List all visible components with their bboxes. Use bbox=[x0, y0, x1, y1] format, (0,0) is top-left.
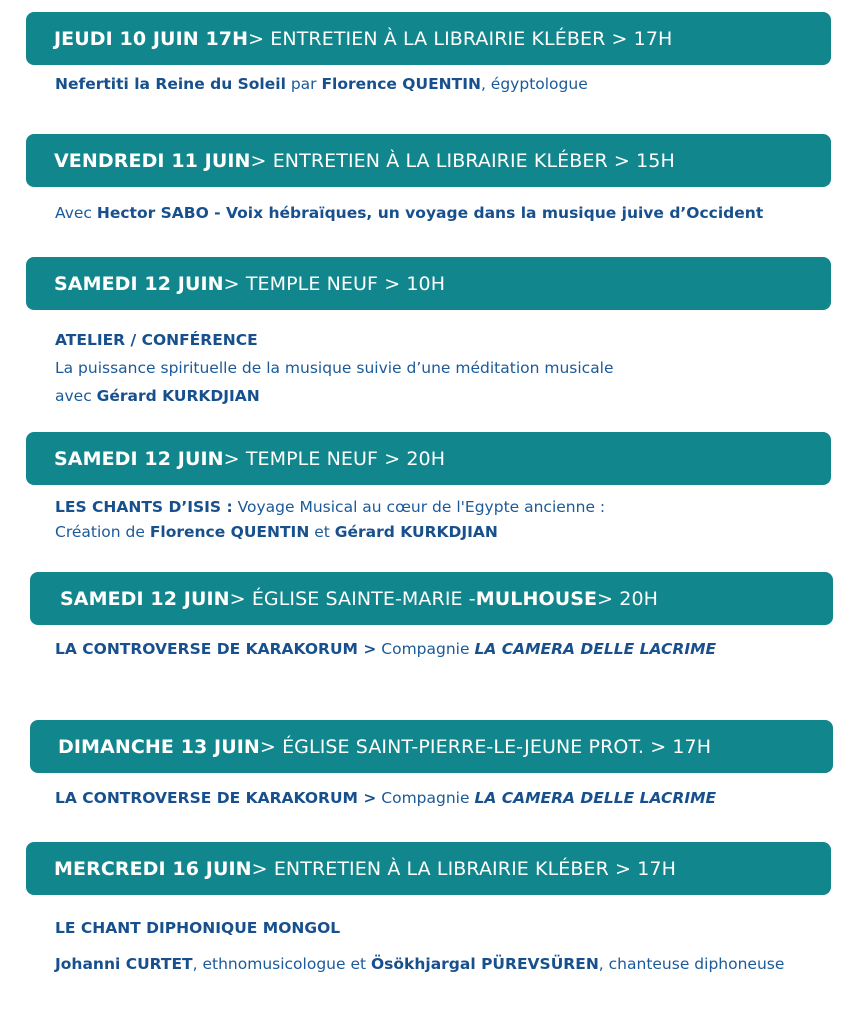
event-date: JEUDI 10 JUIN 17H bbox=[54, 27, 249, 50]
event-description-3 bbox=[55, 326, 614, 410]
artist-name: Florence QUENTIN bbox=[149, 523, 310, 541]
desc-text: par bbox=[285, 75, 322, 93]
ensemble-name: LA CAMERA DELLE LACRIME bbox=[474, 640, 717, 658]
event-venue: > ÉGLISE SAINT-PIERRE-LE-JEUNE PROT. > 17H bbox=[259, 735, 712, 758]
event-header-1 bbox=[26, 12, 831, 65]
event-time: > 20H bbox=[597, 587, 659, 610]
event-header-4 bbox=[26, 432, 831, 485]
desc-text: , égyptologue bbox=[480, 75, 588, 93]
event-title: LE CHANT DIPHONIQUE MONGOL bbox=[55, 919, 341, 937]
event-title: LES CHANTS D’ISIS : bbox=[55, 498, 233, 516]
event-venue: > ÉGLISE SAINTE-MARIE - bbox=[229, 587, 476, 610]
event-date: VENDREDI 11 JUIN bbox=[54, 149, 251, 172]
event-date: SAMEDI 12 JUIN bbox=[54, 272, 224, 295]
event-description-5 bbox=[55, 635, 716, 663]
desc-text: Compagnie bbox=[376, 640, 475, 658]
event-venue: > ENTRETIEN À LA LIBRAIRIE KLÉBER > 17H bbox=[251, 857, 676, 880]
guest-name: Johanni CURTET bbox=[55, 955, 193, 973]
desc-text: avec bbox=[55, 387, 97, 405]
event-header-7 bbox=[26, 842, 831, 895]
desc-text: , chanteuse diphoneuse bbox=[598, 955, 785, 973]
event-venue: > TEMPLE NEUF > 10H bbox=[223, 272, 446, 295]
event-date: DIMANCHE 13 JUIN bbox=[58, 735, 260, 758]
event-description-4 bbox=[55, 495, 605, 545]
desc-text: et bbox=[309, 523, 335, 541]
event-header-2 bbox=[26, 134, 831, 187]
event-header-5 bbox=[30, 572, 833, 625]
event-header-6 bbox=[30, 720, 833, 773]
author-name: Florence QUENTIN bbox=[321, 75, 481, 93]
guest-and-title: Hector SABO - Voix hébraïques, un voyage dans la musique juive d’Occident bbox=[96, 204, 764, 222]
event-description-7 bbox=[55, 910, 784, 982]
desc-text: La puissance spirituelle de la musique suivie d’une méditation musicale bbox=[55, 359, 614, 377]
desc-text-with bbox=[55, 382, 614, 410]
guest-name: Ösökhjargal PÜREVSÜREN bbox=[371, 955, 599, 973]
desc-text: , ethnomusicologue et bbox=[192, 955, 371, 973]
desc-text: Voyage Musical au cœur de l'Egypte ancienne : bbox=[232, 498, 606, 516]
event-title: LA CONTROVERSE DE KARAKORUM > bbox=[55, 640, 377, 658]
ensemble-name: LA CAMERA DELLE LACRIME bbox=[474, 789, 717, 807]
event-date: SAMEDI 12 JUIN bbox=[60, 587, 230, 610]
event-description-2 bbox=[55, 199, 763, 227]
guest-name: Gérard KURKDJIAN bbox=[96, 387, 260, 405]
event-header-3 bbox=[26, 257, 831, 310]
event-title: LA CONTROVERSE DE KARAKORUM > bbox=[55, 789, 377, 807]
event-venue: > ENTRETIEN À LA LIBRAIRIE KLÉBER > 15H bbox=[250, 149, 675, 172]
event-city: MULHOUSE bbox=[475, 587, 598, 610]
desc-text: Avec bbox=[55, 204, 97, 222]
event-venue: > TEMPLE NEUF > 20H bbox=[223, 447, 446, 470]
event-title: ATELIER / CONFÉRENCE bbox=[55, 331, 258, 349]
event-description-6 bbox=[55, 784, 716, 812]
event-date: MERCREDI 16 JUIN bbox=[54, 857, 252, 880]
event-venue: > ENTRETIEN À LA LIBRAIRIE KLÉBER > 17H bbox=[248, 27, 673, 50]
book-title: Nefertiti la Reine du Soleil bbox=[55, 75, 286, 93]
desc-text: Création de bbox=[55, 523, 150, 541]
artist-name: Gérard KURKDJIAN bbox=[334, 523, 498, 541]
desc-text: Compagnie bbox=[376, 789, 475, 807]
event-date: SAMEDI 12 JUIN bbox=[54, 447, 224, 470]
event-description-1 bbox=[55, 70, 588, 98]
